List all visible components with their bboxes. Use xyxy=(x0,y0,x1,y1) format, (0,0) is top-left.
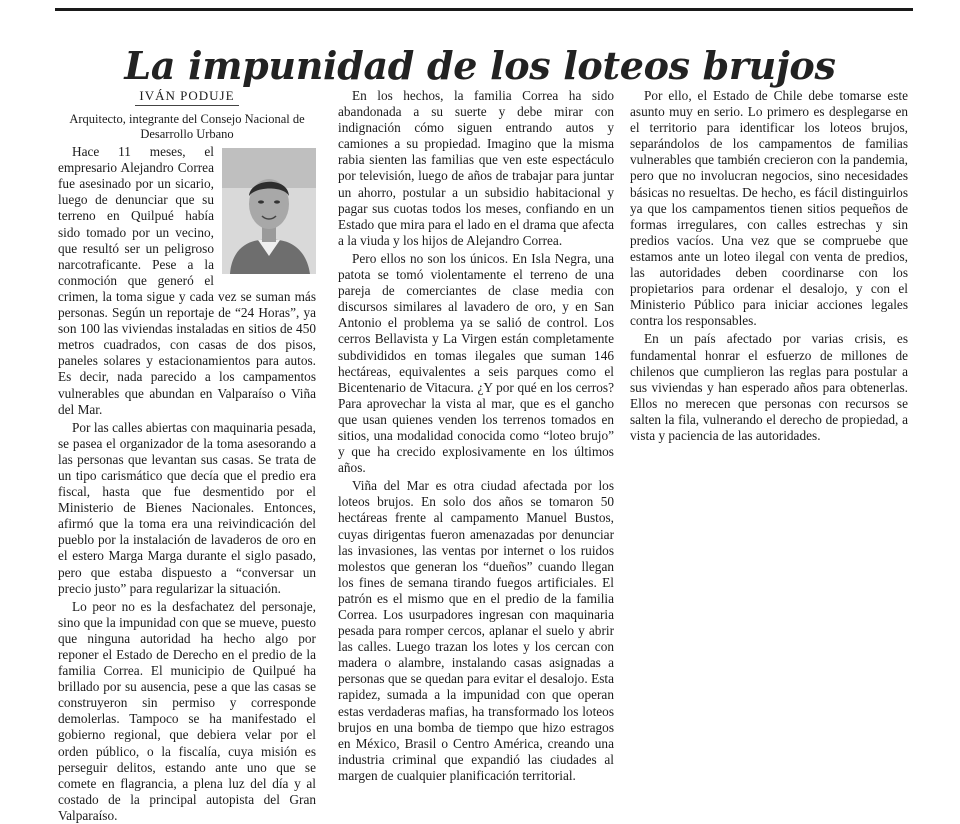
column-3 xyxy=(630,88,908,716)
article-title: La impunidad de los loteos brujos xyxy=(124,43,836,89)
column-1 xyxy=(58,88,316,823)
author-name: IVÁN PODUJE xyxy=(135,88,238,106)
column-2 xyxy=(338,88,614,783)
author-credentials: Arquitecto, integrante del Consejo Nacional de Desarrollo Urbano xyxy=(69,112,305,142)
paragraph-6: Viña del Mar es otra ciudad afectada por los loteos brujos. En solo dos años se tomaron 50 hectáreas frente al campamento Manuel Bustos, cuyas dirigentas fueron amenazadas por denunciar las invasiones, las ventas por internet o los ruidos molestos que generan los “dueños” cuando llegan los fines de semana tirando fuegos artificiales. El patrón es el mismo que en el predio de la familia Correa. Los usurpadores ingresan con maquinaria pesada para romper cercos, aplanar el suelo y abrir las calles. Luego trazan los lotes y los cercan con madera o alambre, instalando casas asignadas a personas que se quedan para evitar el desalojo. Esta rapidez, sumada a la impunidad con que operan estas verdaderas mafias, ha transformado los loteos brujos en una bomba de tiempo que hizo estragos en México, Brasil o Centro América, creando una industria criminal que expandió las ciudades al margen de cualquier planificación territorial. xyxy=(338,478,614,783)
paragraph-7: Por ello, el Estado de Chile debe tomarse este asunto muy en serio. Lo primero es desplegarse en el territorio para identificar los loteos brujos, separándolos de los campamentos de familias vulnerables que también crecieron con la pandemia, pero que no involucran negocios, sino necesidades básicas no resueltas. De hecho, es fácil distinguirlos ya que los campamentos tienen sitios pequeños de formas irregulares, con calles estrechas y sin predios vacíos. Una vez que se compruebe que estamos ante un loteo ilegal con venta de predios, las autoridades deben coordinarse con los propietarios para ordenar el desalojo, y con el Ministerio Público para iniciar acciones legales contra los responsables. xyxy=(630,88,908,329)
author-photo xyxy=(222,148,316,274)
paragraph-5: Pero ellos no son los únicos. En Isla Negra, una patota se tomó violentamente el terreno de una pareja de comerciantes de clase media con discursos similares al lavadero de oro, y en San Antonio el problema ya se salió de control. Los cerros Bellavista y La Virgen están completamente subdivididos en tomas ilegales que suman 146 hectáreas, equivalentes a seis parques como el Bicentenario de Vitacura. ¿Y por qué en los cerros? Para aprovechar la vista al mar, que es el gancho que usan quienes venden los terrenos tomados en sitios, una modalidad conocida como “loteo brujo” y que ha crecido explosivamente en los últimos años. xyxy=(338,250,614,476)
paragraph-8: En un país afectado por varias crisis, es fundamental honrar el esfuerzo de millones de chilenos que cumplieron las reglas para postular a sus viviendas y han esperado años para obtenerlas. Ellos no merecen que personas con recursos se salten la fila, vulnerando el derecho de propiedad, a vista y paciencia de las autoridades. xyxy=(630,331,908,443)
paragraph-2: Por las calles abiertas con maquinaria pesada, se pasea el organizador de la toma asesorando a las personas que levantan sus casas. Se trata de un tipo carismático que decía que el predio era fiscal, hasta que fue desmentido por el Ministerio de Bienes Nacionales. Entonces, afirmó que la toma era una reivindicación del pueblo por la instalación de lavaderos de oro en el estero Marga Marga durante el siglo pasado, pero que estaba dispuesto a “conversar un precio justo” para regularizar la situación. xyxy=(58,419,316,596)
paragraph-3: Lo peor no es la desfachatez del personaje, sino que la impunidad con que se mueve, puesto que ninguna autoridad ha hecho algo por reponer el Estado de Derecho en el predio de la familia Correa. El municipio de Quilpué ha brillado por su ausencia, pese a que las casas se construyeron sin permiso y corresponde demolerlas. Tampoco se ha manifestado el gobierno regional, que debiera velar por el orden público, o la fiscalía, cuya misión es perseguir delitos, estando ante uno que se comete en flagrancia, a plena luz del día y al costado de la principal autopista del Gran Valparaíso. xyxy=(58,598,316,823)
paragraph-1: Hace 11 meses, el empresario Alejandro Correa fue asesinado por un sicario, luego de denunciar que su terreno en Quilpué había sido tomado por un vecino, que resultó ser un peligroso narcotraficante. Pese a la conmoción que generó el crimen, la toma sigue y cada vez se suman más personas. Según un reportaje de “24 Horas”, ya son 100 las viviendas instaladas en sitios de 450 metros cuadrados, con casas de dos pisos, paneles solares y estacionamientos para autos. Es decir, nada parecido a los campamentos vulnerables que abundan en Valparaíso o Viña del Mar. xyxy=(58,144,316,417)
paragraph-4: En los hechos, la familia Correa ha sido abandonada a su suerte y debe mirar con indignación cómo siguen entrando autos y camiones a su propiedad. Imagino que la misma rabia sienten las familias que ven este espectáculo por televisión, luego de años de trabajar para juntar un ahorro, postular a un subsidio habitacional y pagar sus cuotas todos los meses, confiando en un Estado que mira para el lado en el drama que afecta a la viuda y los hijos de Alejandro Correa. xyxy=(338,88,614,248)
top-rule xyxy=(55,8,913,11)
byline xyxy=(58,88,316,106)
